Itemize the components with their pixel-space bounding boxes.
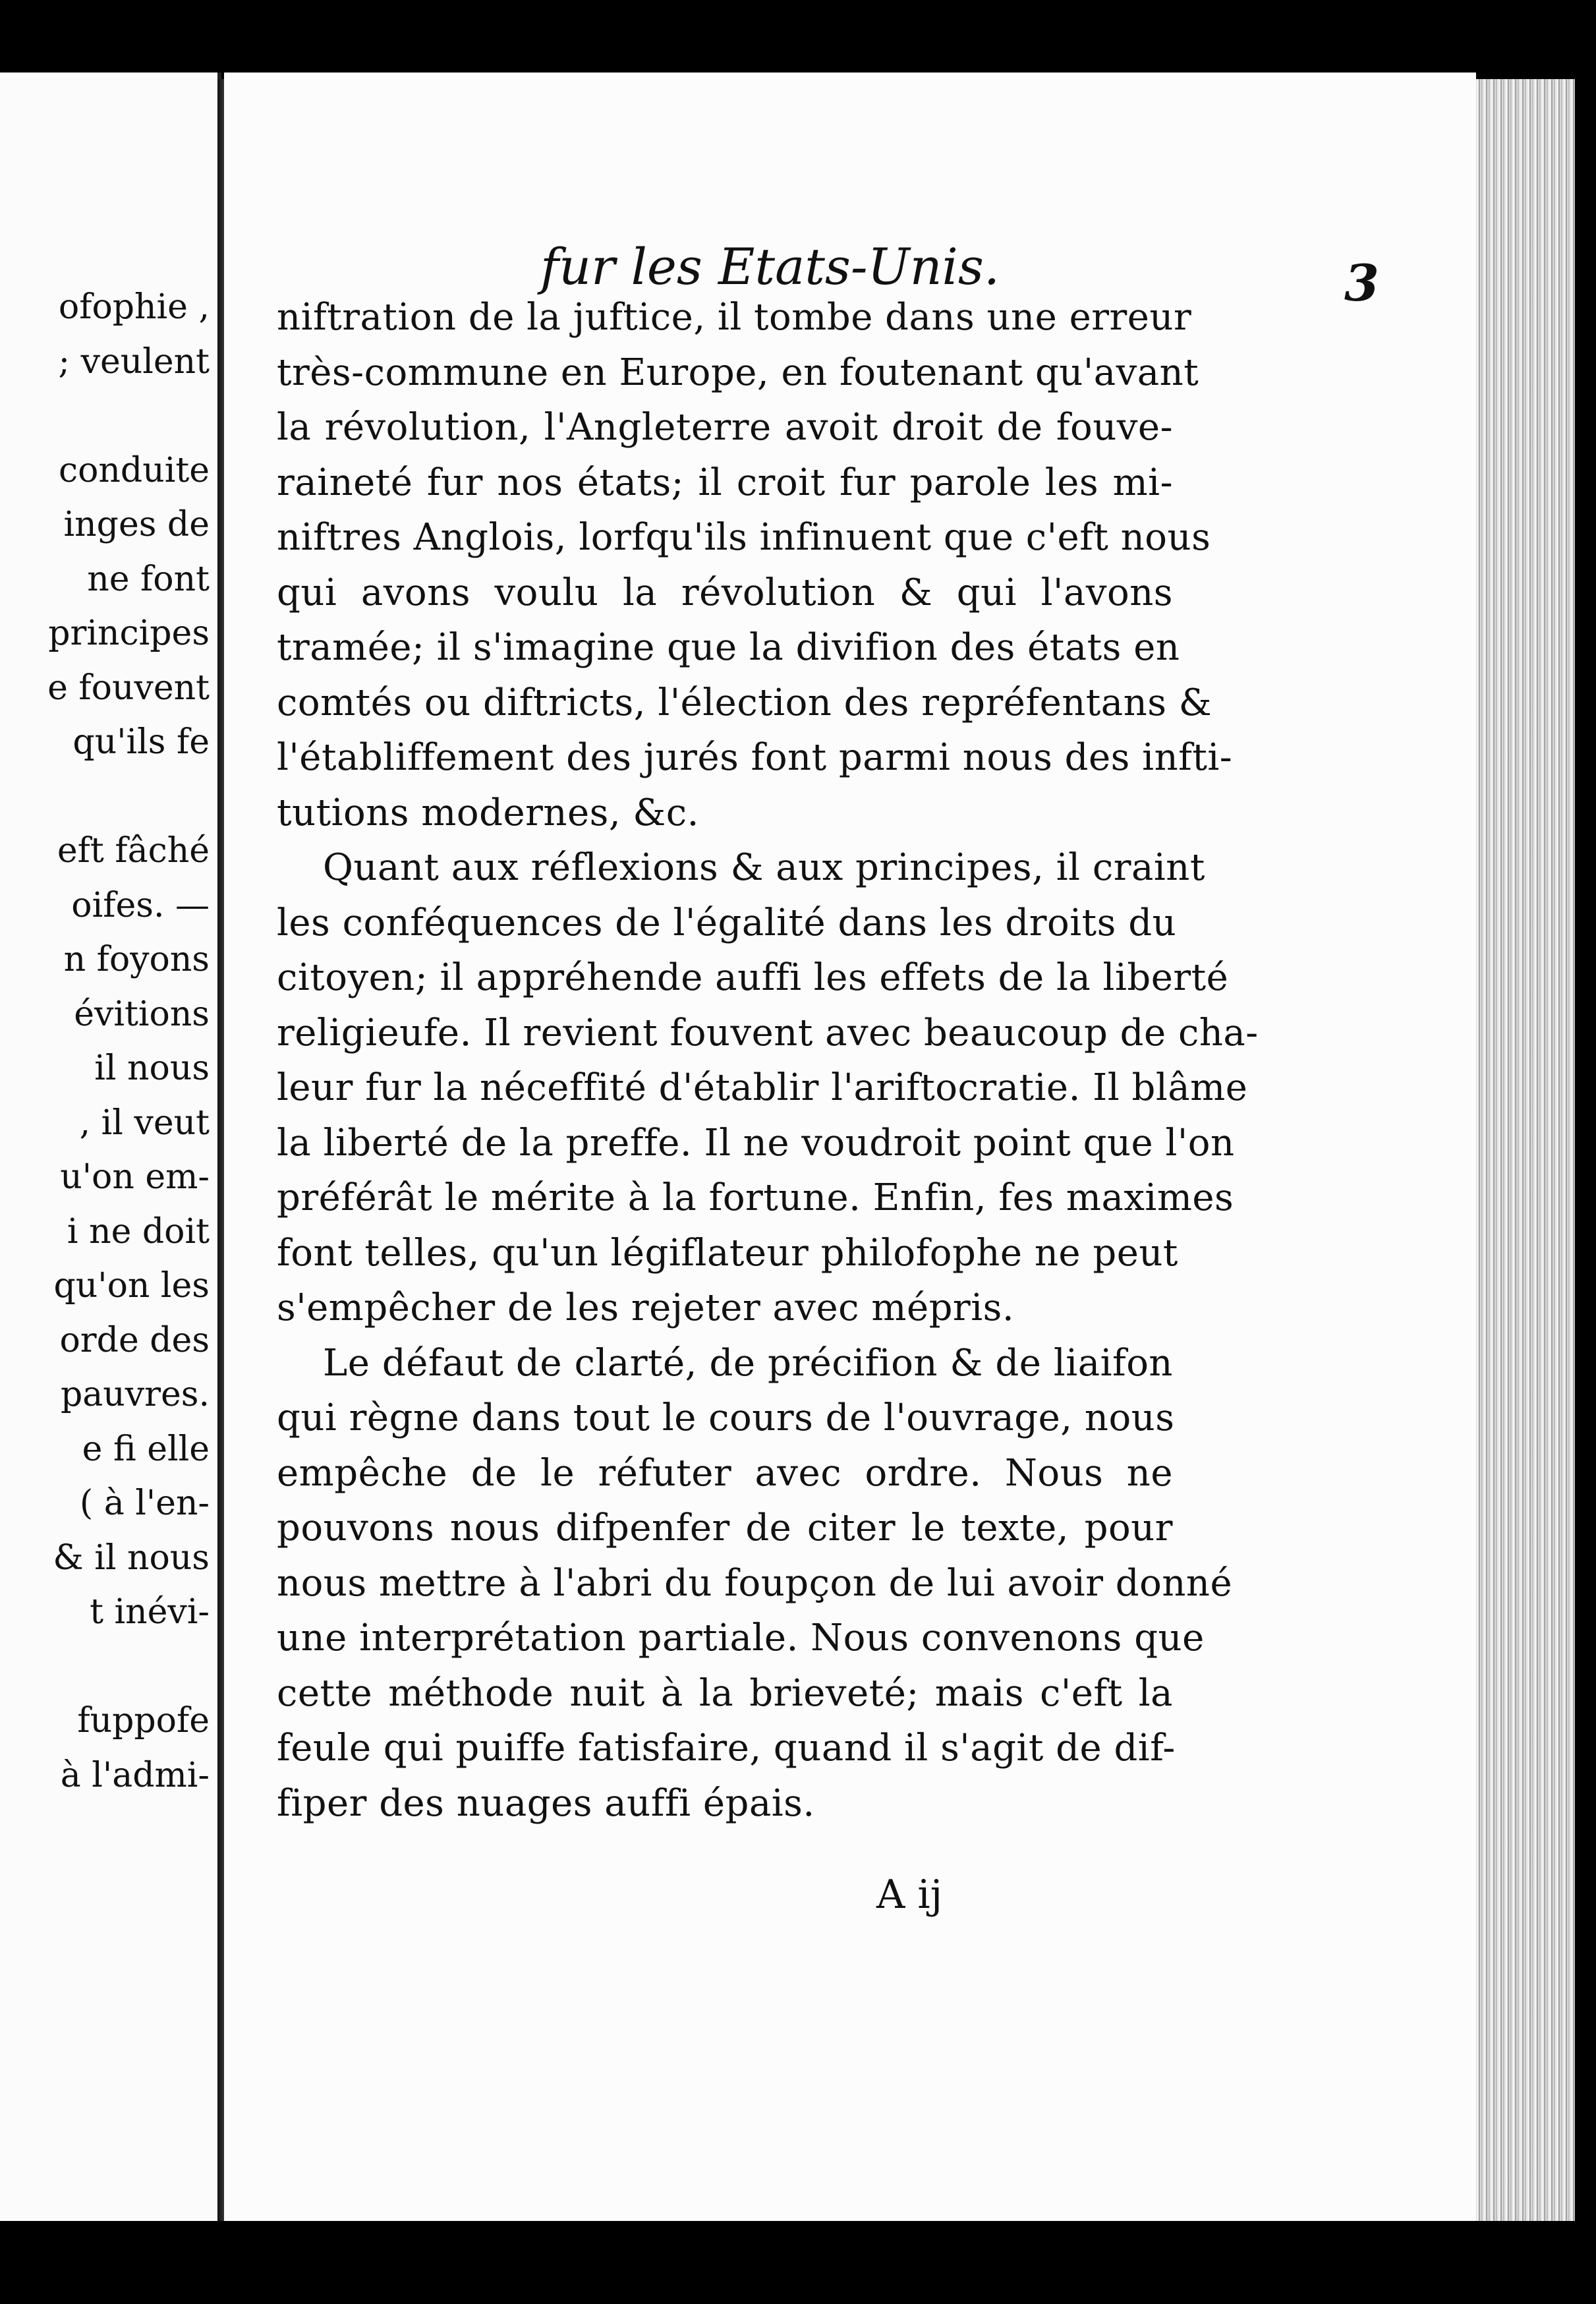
left-page-line: orde des <box>59 1320 210 1360</box>
text-line: religieufe. Il revient fouvent avec beaucoup de cha- <box>277 1011 1259 1054</box>
text-line: leur fur la néceffité d'établir l'ariftocratie. Il blâme <box>277 1066 1248 1109</box>
left-page-line: n foyons <box>63 940 210 979</box>
left-page-line: , il veut <box>79 1103 210 1143</box>
text-line: tramée; il s'imagine que la divifion des états en <box>277 626 1180 669</box>
text-line: s'empêcher de les rejeter avec mépris. <box>277 1286 1015 1329</box>
left-page-line: à l'admi- <box>60 1755 210 1795</box>
left-page-line: t inévi- <box>90 1592 210 1632</box>
left-page-line: inges de <box>63 505 210 544</box>
left-page-line: eft fâché <box>57 831 210 871</box>
text-line: les conféquences de l'égalité dans les droits du <box>277 901 1177 944</box>
left-page-line: qu'on les <box>53 1266 210 1306</box>
text-line: une interprétation partiale. Nous convenons que <box>277 1617 1205 1659</box>
left-page-line: u'on em- <box>60 1157 210 1197</box>
page-number: 3 <box>1344 254 1379 312</box>
right-page <box>224 72 1476 2221</box>
text-line: nous mettre à l'abri du foupçon de lui avoir donné <box>277 1561 1233 1605</box>
left-page-line: principes <box>48 614 210 653</box>
left-page-line: fuppofe <box>77 1701 210 1741</box>
text-line: qui règne dans tout le cours de l'ouvrage, nous <box>277 1397 1175 1439</box>
left-page-line: ofophie , <box>58 287 210 327</box>
text-line: très-commune en Europe, en foutenant qu'avant <box>277 351 1199 394</box>
text-line: qui avons voulu la révolution & qui l'avons <box>277 571 1173 614</box>
text-line: cette méthode nuit à la brieveté; mais c'eft la <box>277 1671 1173 1715</box>
text-line: tutions modernes, &c. <box>277 791 699 834</box>
left-page-line: pauvres. <box>60 1375 210 1414</box>
left-page-line: oifes. — <box>71 885 210 925</box>
body-text <box>277 290 1259 1831</box>
left-page-line: ; veulent <box>58 341 210 382</box>
left-page-line: qu'ils fe <box>72 722 210 762</box>
text-line: comtés ou diftricts, l'élection des repréfentans & <box>277 681 1212 724</box>
left-page-line: e fi elle <box>82 1429 210 1469</box>
left-page-line: & il nous <box>53 1538 210 1578</box>
text-line: préférât le mérite à la fortune. Enfin, fes maximes <box>277 1176 1234 1219</box>
text-line: empêche de le réfuter avec ordre. Nous ne <box>277 1451 1173 1495</box>
left-page-line: conduite <box>59 450 210 490</box>
running-head: fur les Etats-Unis. <box>540 237 1000 296</box>
text-line: citoyen; il appréhende auffi les effets de la liberté <box>277 956 1229 999</box>
text-line: feule qui puiffe fatisfaire, quand il s'agit de dif- <box>277 1727 1176 1770</box>
left-page <box>0 72 221 2221</box>
left-page-line: e fouvent <box>47 668 210 708</box>
text-line: niftres Anglois, lorfqu'ils infinuent que c'eft nous <box>277 516 1211 559</box>
text-line: raineté fur nos états; il croit fur parole les mi- <box>277 461 1173 504</box>
text-line: la liberté de la preffe. Il ne voudroit point que l'on <box>277 1121 1235 1165</box>
signature-mark: A ij <box>876 1872 943 1918</box>
text-line: Le défaut de clarté, de précifion & de liaifon <box>323 1341 1173 1385</box>
text-line: pouvons nous difpenfer de citer le texte, pour <box>277 1507 1173 1549</box>
left-page-line: ( à l'en- <box>79 1483 210 1523</box>
text-line: niftration de la juftice, il tombe dans une erreur <box>277 296 1192 339</box>
left-page-line: évitions <box>74 994 210 1034</box>
text-line: la révolution, l'Angleterre avoit droit de fouve- <box>277 406 1173 449</box>
text-line: fiper des nuages auffi épais. <box>277 1781 815 1825</box>
text-line: font telles, qu'un légiflateur philofophe ne peut <box>277 1231 1178 1275</box>
left-page-line: i ne doit <box>67 1211 210 1252</box>
text-line: l'établiffement des jurés font parmi nous des infti- <box>277 736 1233 779</box>
left-page-line: ne font <box>87 559 210 599</box>
left-page-line: il nous <box>94 1049 210 1088</box>
text-line: Quant aux réflexions & aux principes, il craint <box>323 846 1205 889</box>
page-edges <box>1476 79 1575 2221</box>
